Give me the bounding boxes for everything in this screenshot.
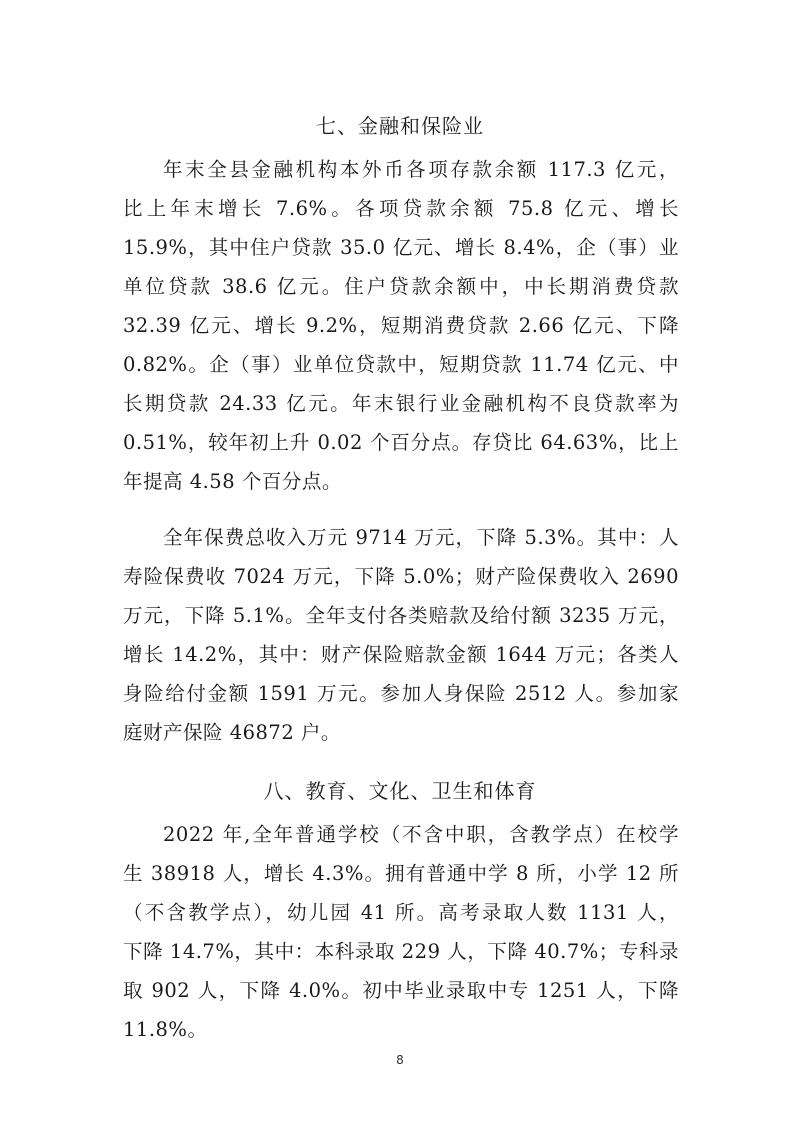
text-line: 比上年末增长 7.6%。各项贷款余额 75.8 亿元、增长 xyxy=(123,197,679,220)
text-line: 32.39 亿元、增长 9.2%，短期消费贷款 2.66 亿元、下降 xyxy=(123,314,679,337)
text-line: 年末全县金融机构本外币各项存款余额 117.3 亿元， xyxy=(163,158,679,181)
text-line: 年提高 4.58 个百分点。 xyxy=(123,470,342,493)
text-line: 15.9%，其中住户贷款 35.0 亿元、增长 8.4%，企（事）业 xyxy=(123,236,679,259)
section-heading-education: 八、教育、文化、卫生和体育 xyxy=(263,779,537,803)
text-line: 单位贷款 38.6 亿元。住户贷款余额中，中长期消费贷款 xyxy=(123,275,679,298)
page-number: 8 xyxy=(396,1053,404,1067)
text-line: 万元，下降 5.1%。全年支付各类赔款及给付额 3235 万元， xyxy=(123,604,679,627)
text-line: 0.82%。企（事）业单位贷款中，短期贷款 11.74 亿元、中 xyxy=(123,353,679,376)
text-line: 2022 年,全年普通学校（不含中职，含教学点）在校学 xyxy=(163,823,679,846)
text-line: 11.8%。 xyxy=(123,1018,208,1041)
text-line: 庭财产保险 46872 户。 xyxy=(123,721,341,744)
text-line: （不含教学点），幼儿园 41 所。高考录取人数 1131 人， xyxy=(123,901,679,924)
text-line: 下降 14.7%，其中：本科录取 229 人，下降 40.7%；专科录 xyxy=(123,940,679,963)
text-line: 生 38918 人，增长 4.3%。拥有普通中学 8 所，小学 12 所 xyxy=(123,862,679,885)
text-line: 增长 14.2%，其中：财产保险赔款金额 1644 万元；各类人 xyxy=(123,643,679,666)
text-line: 全年保费总收入万元 9714 万元，下降 5.3%。其中：人 xyxy=(163,526,679,549)
text-line: 取 902 人，下降 4.0%。初中毕业录取中专 1251 人，下降 xyxy=(123,979,679,1002)
text-line: 寿险保费收 7024 万元，下降 5.0%；财产险保费收入 2690 xyxy=(123,565,679,588)
section-heading-finance: 七、金融和保险业 xyxy=(316,114,484,138)
text-line: 身险给付金额 1591 万元。参加人身保险 2512 人。参加家 xyxy=(123,682,679,705)
text-line: 0.51%，较年初上升 0.02 个百分点。存贷比 64.63%，比上 xyxy=(123,431,679,454)
text-line: 长期贷款 24.33 亿元。年末银行业金融机构不良贷款率为 xyxy=(123,392,679,415)
